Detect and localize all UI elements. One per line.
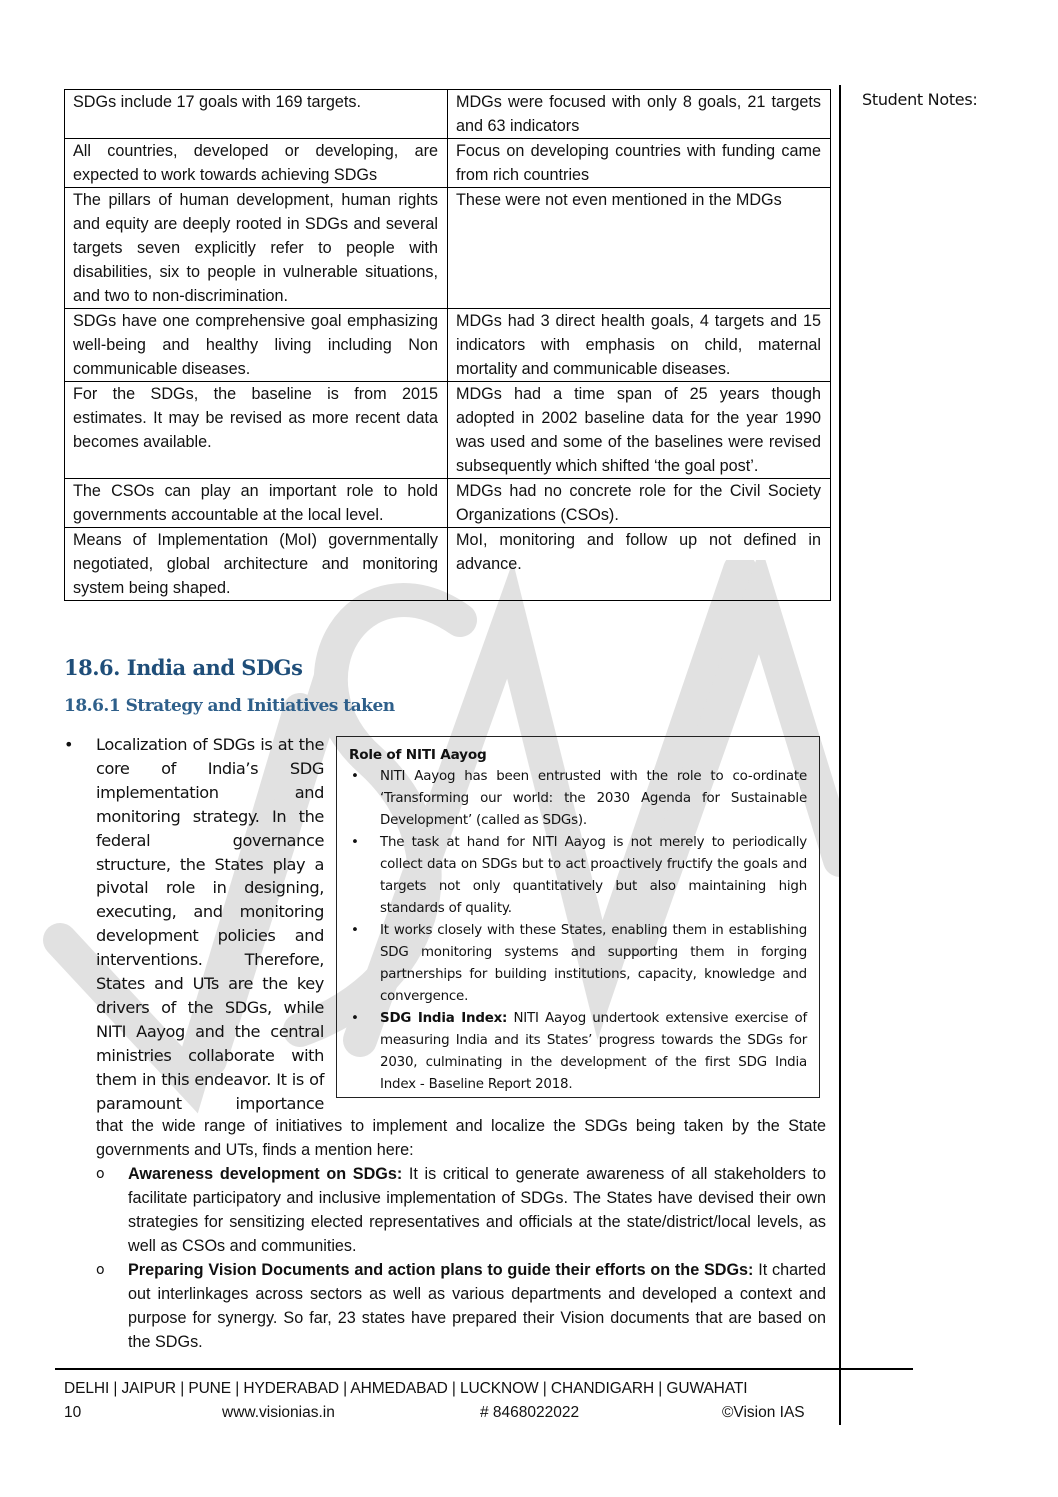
mdg-cell: MDGs had a time span of 25 years though adopted in 2002 baseline data for the year 1990 was used and some of the baselines were revised subsequently which shifted ‘the goal post’. <box>448 382 831 479</box>
niti-box-title: Role of NITI Aayog <box>349 747 487 763</box>
mdg-cell: MDGs were focused with only 8 goals, 21 targets and 63 indicators <box>448 90 831 139</box>
localization-bullet <box>62 733 324 1116</box>
notes-divider <box>839 85 841 1425</box>
list-item: • It works closely with these States, enabling them in establishing SDG monitoring systems and supporting them in forging partnerships for building institutions, capacity, knowledge and convergence. <box>349 920 807 1008</box>
mdg-cell: These were not even mentioned in the MDGs <box>448 188 831 309</box>
bullet-icon: • <box>351 835 359 850</box>
sdg-cell: Means of Implementation (MoI) governmentally negotiated, global architecture and monitoring system being shaped. <box>65 528 448 601</box>
phone-number: # 8468022022 <box>480 1404 580 1421</box>
table-row <box>65 382 831 479</box>
mdg-cell: MDGs had 3 direct health goals, 4 targets and 15 indicators with emphasis on child, maternal mortality and communicable diseases. <box>448 309 831 382</box>
table-row <box>65 528 831 601</box>
student-notes-label: Student Notes: <box>862 90 978 109</box>
sdg-cell: SDGs have one comprehensive goal emphasizing well-being and healthy living including Non communicable diseases. <box>65 309 448 382</box>
item-label: Preparing Vision Documents and action plans to guide their efforts on the SDGs: <box>128 1261 754 1279</box>
bullet-icon: • <box>64 735 74 754</box>
footer-cities: DELHI | JAIPUR | PUNE | HYDERABAD | AHMEDABAD | LUCKNOW | CHANDIGARH | GUWAHATI <box>64 1380 748 1397</box>
localization-continued: that the wide range of initiatives to implement and localize the SDGs being taken by the State governments and UTs, finds a mention here: <box>96 1117 826 1159</box>
sdg-cell: The CSOs can play an important role to hold governments accountable at the local level. <box>65 479 448 528</box>
niti-aayog-box <box>336 736 820 1098</box>
mdg-cell: MDGs had no concrete role for the Civil Society Organizations (CSOs). <box>448 479 831 528</box>
website-link[interactable]: www.visionias.in <box>222 1404 335 1421</box>
list-item: o Preparing Vision Documents and action plans to guide their efforts on the SDGs: It charted out interlinkages across sectors as well as various departments and developed a context and purpose for synergy. So far, 23 states have prepared their Vision documents that are based on the SDGs. <box>96 1258 826 1354</box>
hollow-bullet-icon: o <box>96 1262 105 1278</box>
subsection-heading: 18.6.1 Strategy and Initiatives taken <box>64 696 395 716</box>
sdg-cell: SDGs include 17 goals with 169 targets. <box>65 90 448 139</box>
bullet-icon: • <box>351 769 359 784</box>
list-item: • The task at hand for NITI Aayog is not merely to periodically collect data on SDGs but to act proactively fructify the goals and targets not only quantitatively but also maintaining high standards of quality. <box>349 832 807 920</box>
table-row <box>65 309 831 382</box>
table-row <box>65 479 831 528</box>
list-item: • NITI Aayog has been entrusted with the role to co-ordinate ‘Transforming our world: the 2030 Agenda for Sustainable Development’ (called as SDGs). <box>349 766 807 832</box>
sdg-mdg-comparison-table <box>64 89 831 601</box>
state-initiatives-list <box>96 1162 826 1354</box>
page-number: 10 <box>64 1404 82 1421</box>
list-item: o Awareness development on SDGs: It is critical to generate awareness of all stakeholders to facilitate participatory and inclusive implementation of SDGs. The States have devised their own strategies for sensitizing elected representatives and officials at the state/district/local levels, as well as CSOs and communities. <box>96 1162 826 1258</box>
footer-divider <box>55 1368 913 1370</box>
table-row <box>65 90 831 139</box>
mdg-cell: Focus on developing countries with funding came from rich countries <box>448 139 831 188</box>
list-item: • SDG India Index: NITI Aayog undertook extensive exercise of measuring India and its States’ progress towards the SDGs for 2030, culminating in the development of the first SDG India Index - Baseline Report 2018. <box>349 1008 807 1096</box>
sdg-cell: For the SDGs, the baseline is from 2015 estimates. It may be revised as more recent data becomes available. <box>65 382 448 479</box>
copyright: ©Vision IAS <box>722 1404 805 1421</box>
mdg-cell: MoI, monitoring and follow up not defined in advance. <box>448 528 831 601</box>
bullet-icon: • <box>351 1011 359 1026</box>
item-label: Awareness development on SDGs: <box>128 1165 403 1183</box>
table-row <box>65 139 831 188</box>
localization-text: Localization of SDGs is at the core of India’s SDG implementation and monitoring strategy. In the federal governance structure, the States play a pivotal role in designing, executing, and monitoring development policies and interventions. Therefore, States and UTs are the key drivers of the SDGs, while NITI Aayog and the central ministries collaborate with them in this endeavor. It is of paramount importance <box>96 735 324 1113</box>
hollow-bullet-icon: o <box>96 1166 105 1182</box>
sdg-cell: All countries, developed or developing, are expected to work towards achieving SDGs <box>65 139 448 188</box>
sdg-index-label: SDG India Index: <box>380 1011 508 1026</box>
section-heading: 18.6. India and SDGs <box>64 655 303 680</box>
sdg-cell: The pillars of human development, human rights and equity are deeply rooted in SDGs and several targets seven explicitly refer to people with disabilities, six to people in vulnerable situations, and two to non-discrimination. <box>65 188 448 309</box>
bullet-icon: • <box>351 923 359 938</box>
table-row <box>65 188 831 309</box>
